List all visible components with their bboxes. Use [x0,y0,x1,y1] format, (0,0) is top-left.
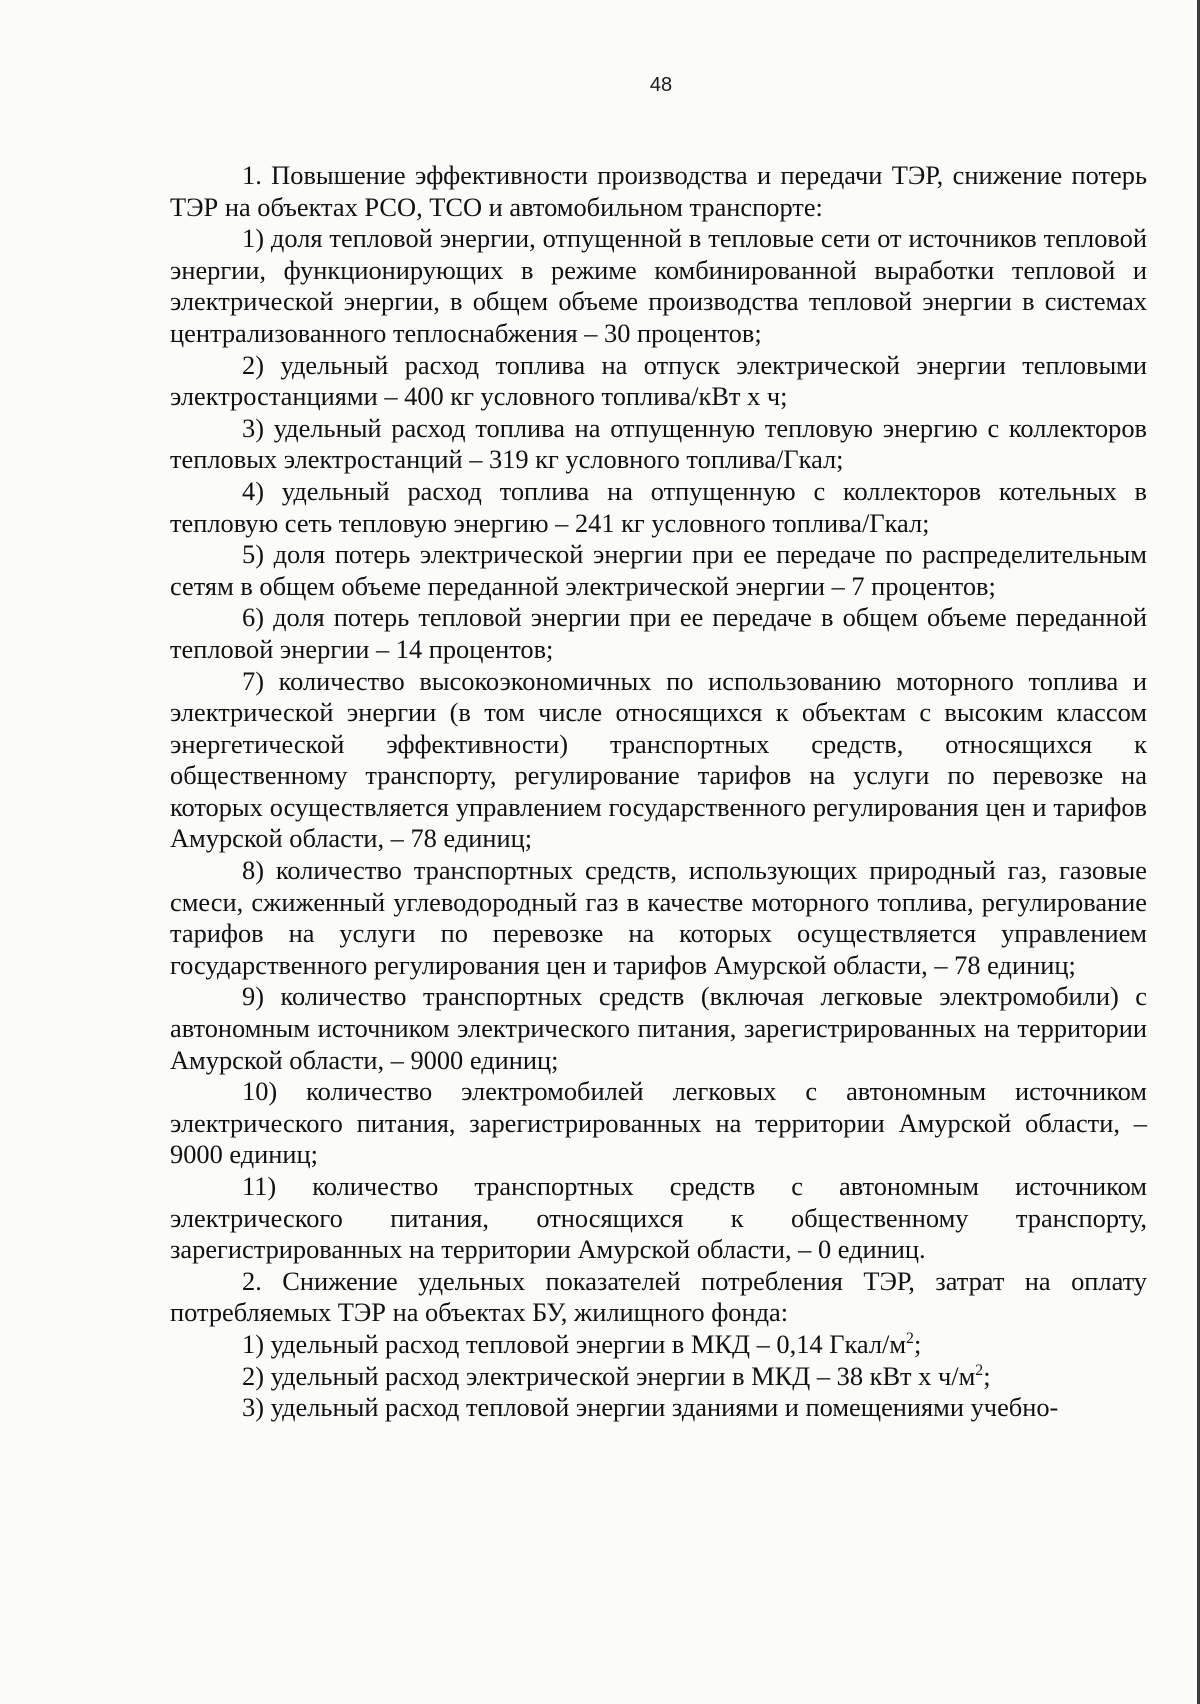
section-heading-1: 1. Повышение эффективности производства и передачи ТЭР, снижение потерь ТЭР на объектах РСО, ТСО и автомобильном транспорте: [170,160,1147,222]
superscript: 2 [906,1330,914,1348]
list-item: 10) количество электромобилей легковых с автономным источником электрического питания, зарегистрированных на территории Амурской области, – 9000 единиц; [170,1076,1147,1170]
list-item: 9) количество транспортных средств (включая легковые электромобили) с автономным источником электрического питания, зарегистрированных на территории Амурской области, – 9000 единиц; [170,981,1147,1075]
list-item: 8) количество транспортных средств, использующих природный газ, газовые смеси, сжиженный углеводородный газ в качестве моторного топлива, регулирование тарифов на услуги по перевозке на которых осуществляется управлением государственного регулирования цен и тарифов Амурской области, – 78 единиц; [170,855,1147,980]
mkd-heat-tail: ; [913,1328,922,1359]
list-item: 1) доля тепловой энергии, отпущенной в тепловые сети от источников тепловой энергии, функционирующих в режиме комбинированной выработки тепловой и электрической энергии, в общем объеме производства тепловой энергии в системах централизованного теплоснабжения – 30 процентов; [170,223,1147,348]
list-item: 4) удельный расход топлива на отпущенную с коллекторов котельных в тепловую сеть тепловую энергию – 241 кг условного топлива/Гкал; [170,475,1147,538]
mkd-electric-text: 2) удельный расход электрической энергии в МКД – 38 кВт х ч/м [242,1360,976,1391]
mkd-heat-text: 1) удельный расход тепловой энергии в МКД – 0,14 Гкал/м [242,1328,907,1359]
mkd-electric-tail: ; [983,1360,991,1391]
list-item-mkd-heat [170,1329,1147,1361]
list-item: 2) удельный расход топлива на отпуск электрической энергии тепловыми электростанциями – 400 кг условного топлива/кВт х ч; [170,349,1147,412]
list-item: 11) количество транспортных средств с автономным источником электрического питания, относящихся к общественному транспорту, зарегистрированных на территории Амурской области, – 0 единиц. [170,1171,1147,1265]
list-item-mkd-electric [170,1361,1147,1393]
document-body [170,160,1147,1424]
section-heading-2: 2. Снижение удельных показателей потребления ТЭР, затрат на оплату потребляемых ТЭР на объектах БУ, жилищного фонда: [170,1265,1147,1328]
list-item: 5) доля потерь электрической энергии при ее передаче по распределительным сетям в общем объеме переданной электрической энергии – 7 процентов; [170,539,1147,601]
list-item: 7) количество высокоэкономичных по использованию моторного топлива и электрической энергии (в том числе относящихся к объектам с высоким классом энергетической эффективности) транспортных средств, относящихся к общественному транспорту, регулирование тарифов на услуги по перевозке на которых осуществляется управлением государственного регулирования цен и тарифов Амурской области, – 78 единиц; [170,665,1147,854]
list-item: 3) удельный расход топлива на отпущенную тепловую энергию с коллекторов тепловых электростанций – 319 кг условного топлива/Гкал; [170,412,1147,475]
page-number: 48 [649,74,673,96]
superscript: 2 [975,1361,984,1379]
list-item: 3) удельный расход тепловой энергии зданиями и помещениями учебно- [242,1392,1059,1423]
list-item: 6) доля потерь тепловой энергии при ее передаче в общем объеме переданной тепловой энергии – 14 процентов; [170,602,1147,664]
